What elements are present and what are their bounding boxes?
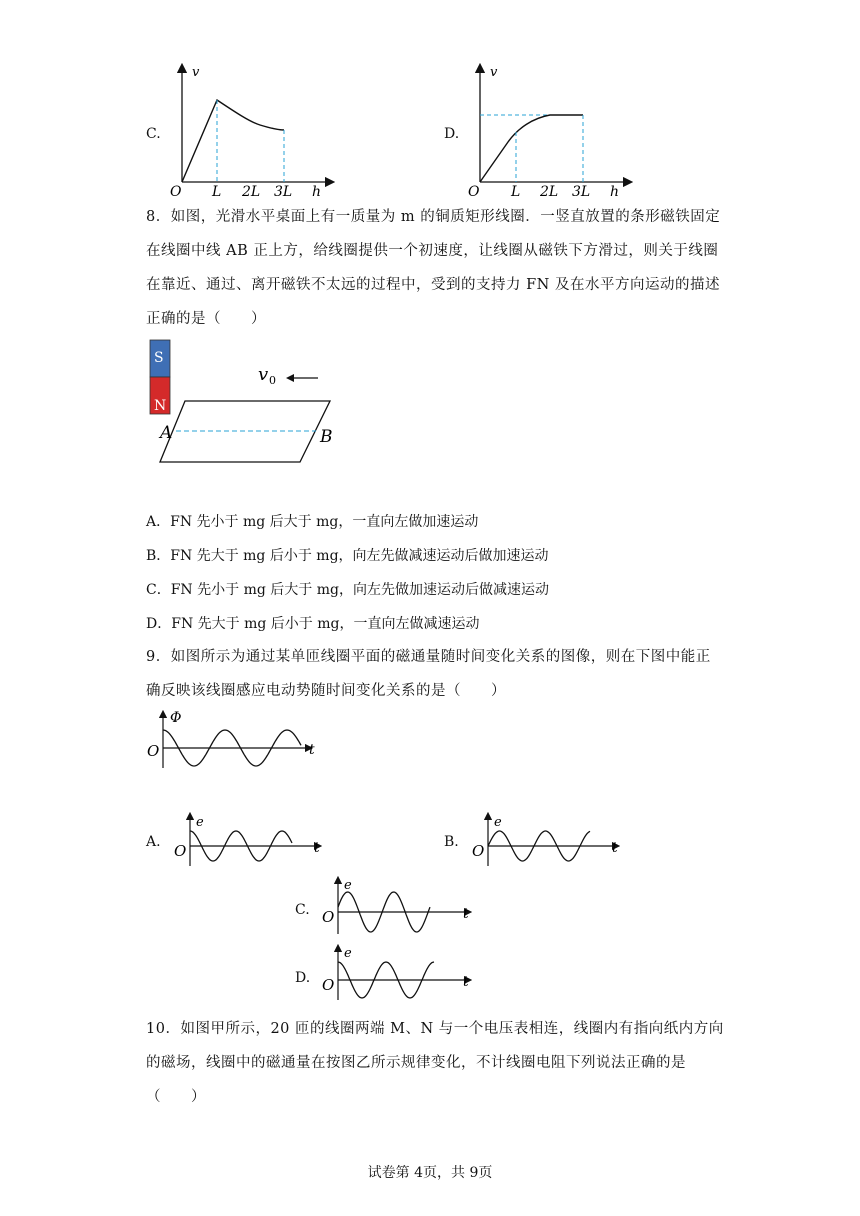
svg-text:2L: 2L — [540, 184, 559, 200]
q9-option-d-label: D. — [295, 970, 311, 986]
svg-text:t: t — [314, 840, 320, 856]
svg-text:L: L — [212, 184, 222, 200]
svg-text:0: 0 — [269, 374, 276, 387]
svg-text:v: v — [490, 65, 498, 80]
svg-text:L: L — [511, 184, 521, 200]
q8-choice-c: C．FN 先小于 mg 后大于 mg，向左先做加速运动后做减速运动 — [146, 582, 549, 598]
svg-text:O: O — [322, 908, 335, 926]
q9-graph-b — [468, 812, 628, 870]
q9-line: 确反映该线圈感应电动势随时间变化关系的是（ ） — [146, 683, 506, 699]
q7-option-c-label: C. — [146, 126, 161, 142]
q8-choice-b: B．FN 先大于 mg 后小于 mg，向左先做减速运动后做加速运动 — [146, 548, 549, 564]
point-b-label: B — [320, 427, 333, 447]
svg-text:t: t — [463, 974, 469, 990]
q8-line: 在靠近、通过、离开磁铁不太远的过程中，受到的支持力 FN 及在水平方向运动的描述 — [146, 277, 720, 293]
q7-graph-c — [160, 60, 350, 200]
q9-graph-a — [170, 812, 330, 870]
svg-text:t: t — [463, 906, 469, 922]
svg-text:3L: 3L — [572, 184, 591, 200]
magnet-s-label: S — [154, 350, 164, 366]
q9-graph-d — [318, 944, 478, 1004]
q9-graph-c — [318, 876, 478, 938]
point-a-label: A — [160, 423, 173, 443]
q10-line: 10．如图甲所示，20 匝的线圈两端 M、N 与一个电压表相连，线圈内有指向纸内方向 — [146, 1021, 724, 1037]
svg-text:O: O — [147, 742, 160, 760]
svg-text:t: t — [309, 742, 315, 758]
svg-text:e: e — [344, 878, 352, 893]
q8-choice-a: A．FN 先小于 mg 后大于 mg，一直向左做加速运动 — [146, 514, 479, 530]
q8-line: 正确的是（ ） — [146, 311, 266, 327]
phi-label: Φ — [170, 710, 182, 726]
page-footer: 试卷第 4页，共 9页 — [367, 1165, 493, 1181]
q9-flux-graph — [143, 710, 323, 774]
arrow-left-icon — [286, 374, 294, 382]
q10-question — [146, 1012, 746, 1114]
q9-option-a-label: A. — [146, 834, 161, 850]
q8-figure — [140, 338, 360, 468]
svg-text:O: O — [472, 842, 485, 860]
magnet-n-label: N — [154, 398, 167, 414]
q9-question — [146, 640, 726, 708]
svg-text:h: h — [610, 184, 620, 200]
svg-text:2L: 2L — [242, 184, 261, 200]
svg-text:O: O — [174, 842, 187, 860]
q8-question — [146, 200, 726, 336]
q7-graph-d — [458, 60, 648, 200]
svg-text:O: O — [170, 184, 182, 200]
q7-option-d-label: D. — [444, 126, 460, 142]
velocity-label: v — [258, 364, 269, 385]
q10-line: （ ） — [146, 1089, 206, 1105]
q9-line: 9．如图所示为通过某单匝线圈平面的磁通量随时间变化关系的图像，则在下图中能正 — [146, 649, 711, 665]
q8-choice-d: D．FN 先大于 mg 后小于 mg，一直向左做减速运动 — [146, 616, 480, 632]
svg-text:e: e — [494, 815, 502, 830]
q8-line: 8．如图，光滑水平桌面上有一质量为 m 的铜质矩形线圈．一竖直放置的条形磁铁固定 — [146, 209, 721, 225]
q10-line: 的磁场，线圈中的磁通量在按图乙所示规律变化，不计线圈电阻下列说法正确的是 — [146, 1055, 686, 1071]
svg-text:O: O — [322, 976, 335, 994]
svg-text:h: h — [312, 184, 322, 200]
svg-text:t: t — [612, 840, 618, 856]
svg-text:3L: 3L — [274, 184, 293, 200]
svg-text:e: e — [344, 946, 352, 961]
v-label: v — [192, 65, 200, 80]
q8-line: 在线圈中线 AB 正上方，给线圈提供一个初速度，让线圈从磁铁下方滑过，则关于线圈 — [146, 243, 719, 259]
svg-text:O: O — [468, 184, 480, 200]
svg-text:e: e — [196, 815, 204, 830]
q9-option-b-label: B. — [444, 834, 459, 850]
q9-option-c-label: C. — [295, 902, 310, 918]
